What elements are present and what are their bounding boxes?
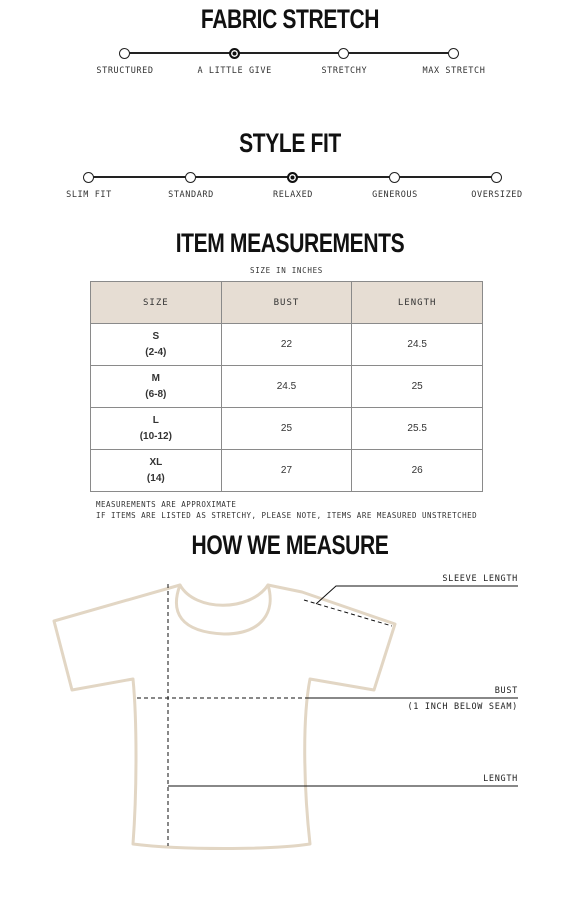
style-fit-option-label: STANDARD (168, 190, 214, 200)
bust-value: 24.5 (221, 366, 352, 408)
style-fit-option-label: RELAXED (272, 190, 314, 200)
size-range: (10-12) (139, 430, 172, 442)
fabric-stretch-option-dot (229, 48, 240, 59)
sleeve-leader-line (316, 586, 518, 604)
bust-sublabel: (1 INCH BELOW SEAM) (407, 702, 518, 712)
measurement-notes (96, 499, 477, 521)
size-code: S (152, 330, 160, 342)
size-range: (6-8) (145, 388, 167, 400)
fabric-stretch-option-label: MAX STRETCH (422, 66, 486, 76)
size-unit-subtitle: SIZE IN INCHES (249, 266, 323, 275)
bust-value: 22 (221, 324, 352, 366)
style-fit-option-dot (491, 172, 502, 183)
column-header-size: SIZE (91, 282, 222, 324)
size-range: (14) (146, 472, 165, 484)
note-approximate: MEASUREMENTS ARE APPROXIMATE (96, 500, 237, 509)
table-row (91, 324, 483, 366)
style-fit-option-dot (83, 172, 94, 183)
size-range: (2-4) (145, 346, 167, 358)
fabric-stretch-title: FABRIC STRETCH (200, 4, 380, 34)
style-fit-option-dot (185, 172, 196, 183)
table-row (91, 366, 483, 408)
size-cell (91, 324, 222, 366)
size-cell (91, 366, 222, 408)
sleeve-length-label: SLEEVE LENGTH (442, 574, 518, 584)
length-value: 25 (352, 366, 483, 408)
column-header-bust: BUST (221, 282, 352, 324)
how-we-measure-title: HOW WE MEASURE (191, 530, 389, 560)
style-fit-option-dot (287, 172, 298, 183)
bust-value: 25 (221, 408, 352, 450)
style-fit-title: STYLE FIT (239, 128, 341, 158)
table-row (91, 408, 483, 450)
sleeve-dashed-line (304, 600, 392, 626)
style-fit-option-label: OVERSIZED (471, 190, 523, 200)
fabric-stretch-option-dot (338, 48, 349, 59)
shirt-outline (54, 585, 395, 849)
length-value: 26 (352, 450, 483, 492)
bust-label: BUST (494, 686, 518, 696)
size-code: L (152, 414, 159, 426)
bust-value: 27 (221, 450, 352, 492)
fabric-stretch-option-dot (448, 48, 459, 59)
item-measurements-title: ITEM MEASUREMENTS (175, 228, 405, 258)
fabric-stretch-option-label: A LITTLE GIVE (197, 66, 272, 76)
fabric-stretch-option-dot (119, 48, 130, 59)
length-value: 25.5 (352, 408, 483, 450)
length-value: 24.5 (352, 324, 483, 366)
fabric-stretch-option-label: STRETCHY (321, 66, 368, 76)
size-cell (91, 408, 222, 450)
size-code: M (151, 372, 160, 384)
column-header-length: LENGTH (352, 282, 483, 324)
size-cell (91, 450, 222, 492)
style-fit-option-label: GENEROUS (372, 190, 418, 200)
size-code: XL (149, 456, 163, 468)
length-label: LENGTH (483, 774, 518, 784)
shirt-diagram (0, 560, 580, 900)
table-header-row (91, 282, 483, 324)
table-row (91, 450, 483, 492)
style-fit-option-label: SLIM FIT (66, 190, 112, 200)
fabric-stretch-option-label: STRUCTURED (96, 66, 154, 76)
note-unstretched: IF ITEMS ARE LISTED AS STRETCHY, PLEASE NOTE, ITEMS ARE MEASURED UNSTRETCHED (96, 511, 478, 520)
style-fit-option-dot (389, 172, 400, 183)
measurement-table (90, 281, 483, 492)
fabric-stretch-scale-line (125, 52, 454, 54)
